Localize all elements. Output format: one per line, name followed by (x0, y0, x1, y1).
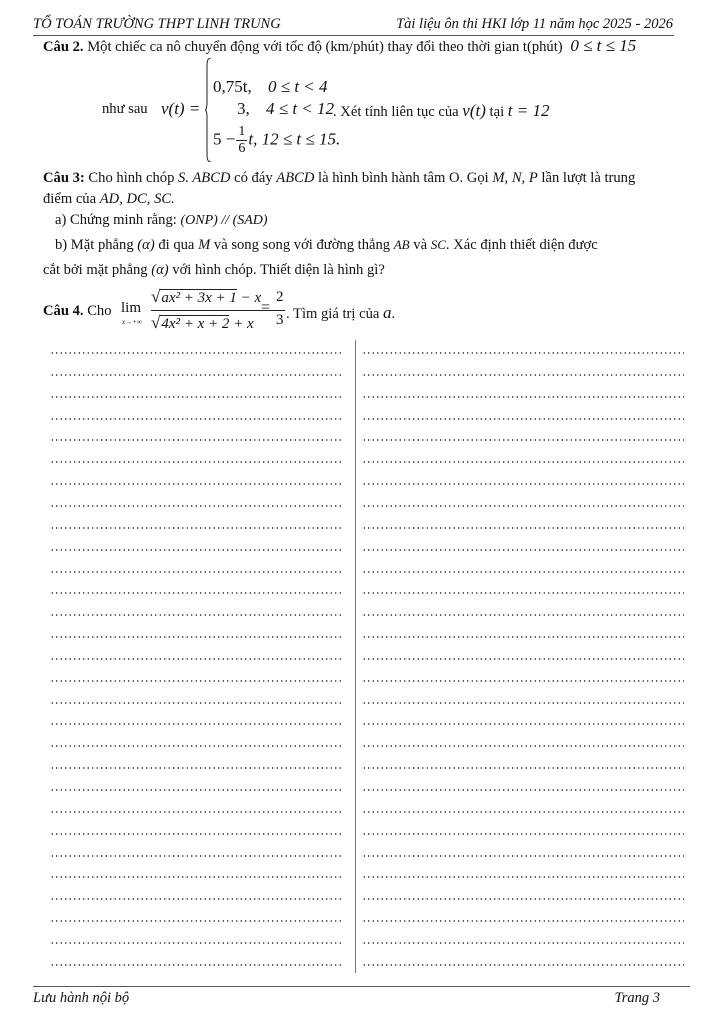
answer-line-left (50, 702, 342, 704)
answer-line-left (50, 592, 342, 594)
q3-part-b-e: . Xác định thiết diện được (445, 237, 598, 253)
denominator-tail: + x (233, 316, 254, 332)
q3-pyramid: S. ABCD (178, 170, 231, 186)
question-4-tail (286, 303, 395, 323)
case-3-fraction: $\frac{1}{6}$ (238, 124, 246, 156)
question-2-text: Một chiếc ca nô chuyển động với tốc độ (km/phút) thay đổi theo thời gian t(phút) (87, 39, 563, 55)
q3-alpha-2: (α) (151, 262, 169, 278)
answer-line-left (50, 789, 342, 791)
q3-text-b: có đáy (234, 170, 273, 186)
answer-line-left (50, 898, 342, 900)
limit-operator: lim (121, 300, 142, 316)
answer-line-left (50, 942, 342, 944)
sqrt-icon-2: √ (151, 313, 161, 332)
answer-line-left (50, 964, 342, 966)
answer-line-right (362, 636, 684, 638)
sqrt-icon: √ (151, 287, 161, 306)
case-3 (213, 124, 340, 157)
q3-part-b-a: b) Mặt phẳng (55, 237, 134, 253)
answer-line-right (362, 964, 684, 966)
question-2-range: 0 ≤ t ≤ 15 (570, 36, 637, 55)
answer-line-right (362, 942, 684, 944)
question-3-part-a (55, 212, 268, 229)
question-2-tail (333, 101, 550, 121)
answer-line-right (362, 680, 684, 682)
fraction-bar (151, 310, 279, 311)
answer-line-left (50, 396, 342, 398)
answer-line-right (362, 614, 684, 616)
answer-line-left (50, 374, 342, 376)
question-2-label: Câu 2. (43, 39, 84, 55)
header-left: TỔ TOÁN TRƯỜNG THPT LINH TRUNG (33, 16, 281, 32)
question-3-part-b-line1 (55, 237, 598, 254)
answer-line-left (50, 571, 342, 573)
answer-line-right (362, 527, 684, 529)
question-2-tail-point: t = 12 (507, 101, 550, 120)
answer-line-left (50, 855, 342, 857)
answer-line-left (50, 614, 342, 616)
answer-line-right (362, 898, 684, 900)
q3-segments: AD, DC, SC. (99, 191, 175, 207)
numerator-radicand: ax² + 3x + 1 (161, 290, 237, 306)
case-1-cond: 0 ≤ t < 4 (267, 77, 328, 96)
answer-line-left (50, 745, 342, 747)
answer-line-left (50, 549, 342, 551)
question-3-part-b-line2 (43, 262, 385, 279)
answer-line-right (362, 592, 684, 594)
q3-text-c: là hình bình hành tâm O. Gọi (318, 170, 489, 186)
answer-line-left (50, 833, 342, 835)
answer-line-right (362, 723, 684, 725)
question-2-line1 (43, 36, 636, 56)
footer-rule (33, 986, 690, 987)
denominator-radicand: 4x² + x + 2 (161, 316, 230, 332)
q3-point-m: M (198, 237, 211, 253)
equals-sign: = (261, 299, 271, 316)
answer-line-left (50, 811, 342, 813)
answer-line-right (362, 855, 684, 857)
q3-part-b-line2-a: cắt bởi mặt phẳng (43, 262, 148, 278)
answer-line-right (362, 461, 684, 463)
answer-line-left (50, 876, 342, 878)
q3-points: M, N, P (492, 170, 538, 186)
answer-line-left (50, 636, 342, 638)
q3-part-a-expr: (ONP) // (SAD) (180, 213, 268, 228)
answer-line-right (362, 505, 684, 507)
footer-left: Lưu hành nội bộ (33, 990, 130, 1006)
answer-line-right (362, 374, 684, 376)
answer-line-right (362, 833, 684, 835)
answer-line-right (362, 702, 684, 704)
answer-line-right (362, 396, 684, 398)
rhs-denominator: 3 (276, 312, 284, 328)
question-3-label: Câu 3: (43, 170, 85, 186)
answer-line-left (50, 527, 342, 529)
limit-denominator (151, 313, 254, 333)
case-1 (213, 77, 328, 97)
answer-line-left (50, 439, 342, 441)
limit-subscript: x→+∞ (122, 318, 142, 326)
answer-line-right (362, 789, 684, 791)
case-3-expr-b: t, (248, 129, 258, 149)
case-2-cond: 4 ≤ t < 12 (266, 99, 335, 118)
q3-part-b-c: và song song với đường thẳng (213, 237, 391, 253)
rhs-fraction-bar (275, 310, 285, 311)
answer-line-right (362, 876, 684, 878)
answer-line-right (362, 658, 684, 660)
q3-text-a: Cho hình chóp (88, 170, 175, 186)
case-2-expr: 3, (237, 99, 250, 118)
answer-line-right (362, 571, 684, 573)
answer-line-right (362, 352, 684, 354)
question-2-tail-at: tại (489, 104, 505, 120)
answer-line-left (50, 767, 342, 769)
answer-line-left (50, 723, 342, 725)
limit-numerator (151, 287, 261, 307)
q3-text-e: điểm của (43, 191, 97, 207)
question-3-line2 (43, 191, 175, 208)
answer-line-left (50, 920, 342, 922)
question-2-tail-text: . Xét tính liên tục của (333, 104, 459, 120)
footer-right: Trang 3 (614, 990, 660, 1006)
case-1-expr: 0,75t, (213, 77, 252, 96)
question-2-function: v(t) = (161, 99, 201, 118)
answer-line-left (50, 352, 342, 354)
piecewise-brace-icon (205, 58, 211, 162)
column-divider (355, 340, 356, 973)
rhs-numerator: 2 (276, 289, 284, 305)
answer-line-right (362, 418, 684, 420)
question-4-lead: Cho (87, 303, 112, 319)
question-4-end: . (391, 306, 396, 322)
question-4-tail-text: . Tìm giá trị của (286, 306, 380, 322)
answer-line-right (362, 920, 684, 922)
answer-line-left (50, 461, 342, 463)
answer-line-right (362, 549, 684, 551)
q3-part-b-b: đi qua (158, 237, 195, 253)
answer-line-right (362, 767, 684, 769)
answer-line-left (50, 483, 342, 485)
q3-part-a-label: a) Chứng minh rằng: (55, 212, 177, 228)
case-3-expr-a: 5 − (213, 129, 236, 149)
q3-line-ab: AB (393, 237, 410, 252)
question-3-line1 (43, 170, 635, 187)
answer-line-left (50, 418, 342, 420)
case-3-cond: 12 ≤ t ≤ 15. (261, 129, 341, 149)
question-2-lead: như sau (102, 101, 148, 117)
answer-line-left (50, 658, 342, 660)
answer-line-right (362, 483, 684, 485)
case-2 (237, 99, 334, 119)
question-2-tail-function: v(t) (462, 101, 486, 120)
question-4-label: Câu 4. (43, 303, 84, 319)
q3-text-d: lần lượt là trung (541, 170, 636, 186)
numerator-tail: − x (240, 290, 262, 306)
q3-base: ABCD (276, 170, 315, 186)
answer-line-right (362, 439, 684, 441)
question-4-variable: a (383, 303, 392, 322)
q3-line-sc: SC (430, 237, 446, 252)
header-right: Tài liệu ôn thi HKI lớp 11 năm học 2025 - 2026 (396, 16, 673, 32)
answer-line-right (362, 745, 684, 747)
answer-line-left (50, 505, 342, 507)
answer-line-right (362, 811, 684, 813)
answer-line-left (50, 680, 342, 682)
q3-part-b-d: và (413, 237, 428, 253)
q3-part-b-line2-b: với hình chóp. Thiết diện là hình gì? (172, 262, 385, 278)
q3-alpha: (α) (137, 237, 155, 253)
question-4-label-group (43, 303, 112, 320)
